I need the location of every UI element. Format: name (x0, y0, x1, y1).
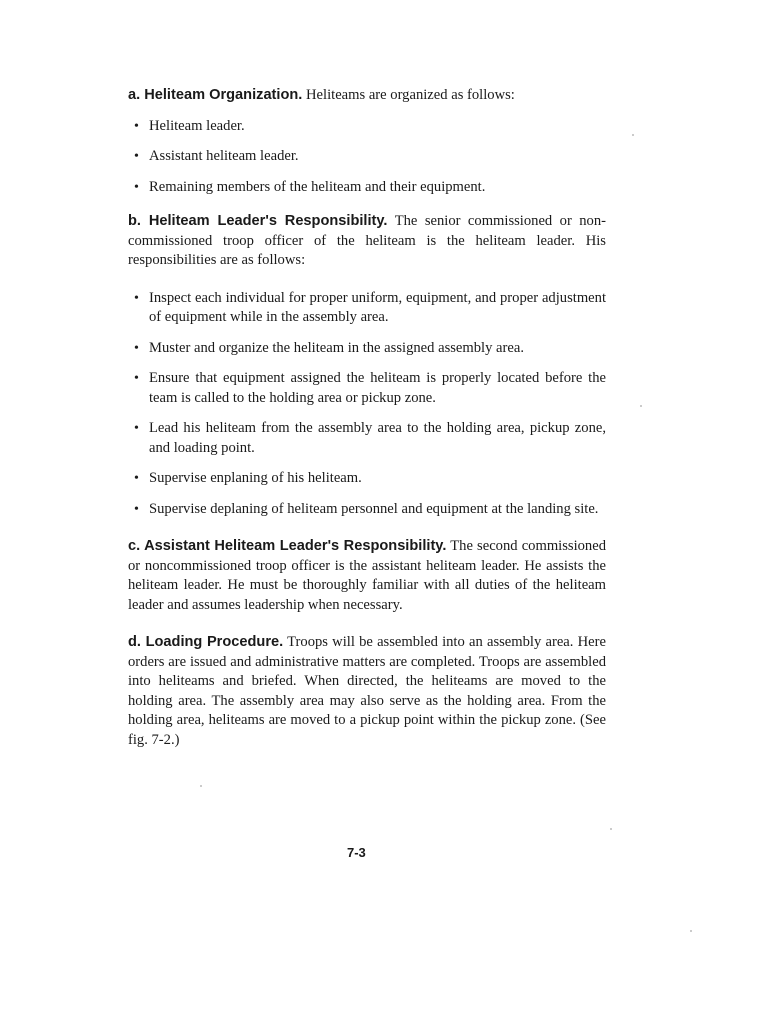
scan-speck (610, 828, 612, 830)
scan-speck (632, 134, 634, 136)
section-a-paragraph (128, 86, 606, 106)
section-c-text: The second commissioned or noncommissioned troop officer is the assistant heliteam leader. He assists the heliteam leader. He must be thoroughly familiar with all duties of the heliteam leader and assumes leadership when necessary. (128, 538, 607, 613)
bullet-dot-icon: • (134, 421, 139, 436)
bullet-item (128, 117, 606, 137)
bullet-dot-icon: • (134, 179, 139, 195)
section-b-paragraph (128, 212, 606, 271)
section-b-text: The senior commissioned or non-commissioned troop officer of the heliteam is the heliteam leader. His responsibilities are as follows: (128, 213, 607, 268)
bullet-dot-icon: • (134, 290, 139, 306)
scan-speck (690, 930, 692, 932)
section-b-heading: b. Heliteam Leader's Responsibility. (128, 213, 388, 229)
bullet-text: Remaining members of the heliteam and their equipment. (149, 178, 486, 195)
bullet-item (128, 419, 606, 458)
bullet-text: Muster and organize the heliteam in the assigned assembly area. (149, 339, 524, 356)
bullet-text: Supervise enplaning of his heliteam. (149, 470, 362, 486)
section-loading-procedure (128, 633, 606, 750)
section-c-heading: c. Assistant Heliteam Leader's Responsibility. (128, 538, 447, 554)
bullet-text: Assistant heliteam leader. (149, 148, 299, 164)
bullet-dot-icon: • (134, 501, 139, 517)
bullet-text: Supervise deplaning of heliteam personnel and equipment at the landing site. (149, 500, 599, 517)
bullet-dot-icon: • (134, 371, 139, 386)
section-d-heading: d. Loading Procedure. (128, 634, 284, 650)
bullet-item (128, 178, 606, 198)
bullet-text: Inspect each individual for proper uniform, equipment, and proper adjustment of equipment while in the assembly area. (149, 289, 606, 325)
bullet-item (128, 500, 606, 520)
bullet-dot-icon: • (134, 149, 139, 164)
section-heliteam-organization (128, 86, 606, 197)
section-a-bullet-list (128, 117, 606, 198)
section-assistant-heliteam-leader-responsibility (128, 537, 606, 615)
bullet-item (128, 469, 606, 489)
bullet-item (128, 289, 606, 328)
bullet-text: Lead his heliteam from the assembly area to the holding area, pickup zone, and loading point. (149, 420, 606, 456)
section-a-heading: a. Heliteam Organization. (128, 87, 303, 103)
bullet-item (128, 339, 606, 359)
page-number: 7-3 (347, 845, 366, 860)
section-d-paragraph (128, 633, 606, 750)
scan-speck (640, 405, 642, 407)
bullet-dot-icon: • (134, 340, 139, 356)
bullet-dot-icon: • (134, 118, 139, 134)
section-d-text: Troops will be assembled into an assembly area. Here orders are issued and administrative matters are completed. Troops are assembled into heliteams and briefed. When directed, the heliteams are moved to the holding area. The assembly area may also serve as the holding area. From the holding area, heliteams are moved to a pickup point within the pickup zone. (See fig. 7-2.) (128, 634, 607, 748)
document-page (128, 86, 606, 750)
section-heliteam-leader-responsibility (128, 212, 606, 519)
section-c-paragraph (128, 537, 606, 615)
bullet-text: Ensure that equipment assigned the heliteam is properly located before the team is called to the holding area or pickup zone. (149, 370, 606, 406)
section-a-text: Heliteams are organized as follows: (306, 87, 515, 103)
scan-speck (200, 785, 202, 787)
bullet-item (128, 147, 606, 167)
section-b-bullet-list (128, 289, 606, 520)
bullet-item (128, 369, 606, 408)
bullet-text: Heliteam leader. (149, 117, 245, 134)
bullet-dot-icon: • (134, 471, 139, 486)
